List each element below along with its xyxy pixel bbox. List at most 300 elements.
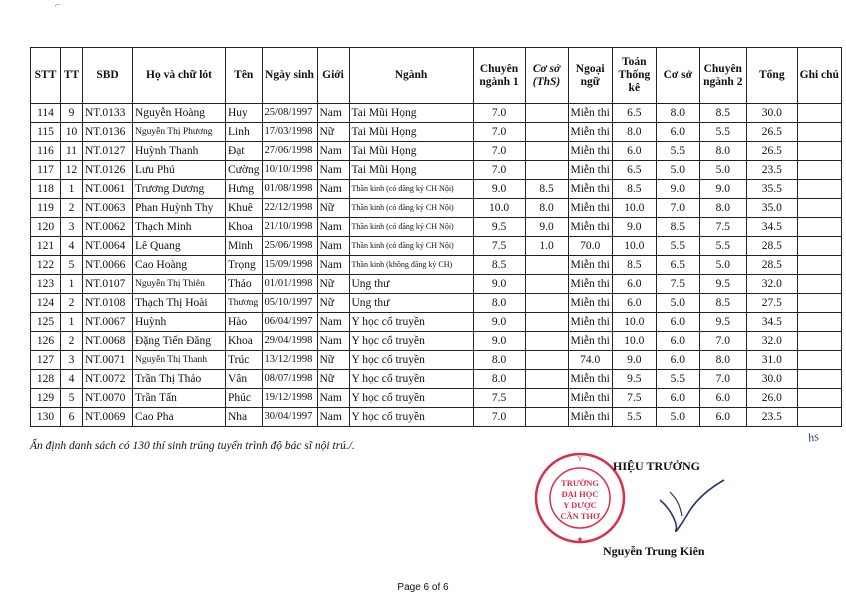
- cell-tt: 2: [61, 294, 83, 313]
- cell-ho: Nguyễn Thị Thanh: [133, 351, 226, 370]
- cell-ngay: 10/10/1998: [262, 161, 317, 180]
- cell-tong: 28.5: [746, 237, 797, 256]
- cell-stt: 115: [31, 123, 61, 142]
- cell-ten: Cường: [226, 161, 263, 180]
- cell-coso: 6.5: [656, 256, 699, 275]
- col-ho: Họ và chữ lót: [133, 48, 226, 104]
- cell-cn2: 5.5: [699, 237, 746, 256]
- cell-gioi: Nữ: [317, 275, 349, 294]
- cell-tong: 30.0: [746, 104, 797, 123]
- svg-text:ĐẠI HỌC: ĐẠI HỌC: [561, 489, 599, 499]
- table-row: [31, 332, 842, 351]
- cell-toan: 6.0: [612, 294, 656, 313]
- cell-ths: [525, 408, 568, 427]
- cell-nganh: Tai Mũi Họng: [349, 161, 473, 180]
- cell-nganh: Y học cổ truyền: [349, 370, 473, 389]
- cell-nn: Miễn thi: [568, 256, 612, 275]
- cell-gioi: Nữ: [317, 351, 349, 370]
- cell-ghichu: [797, 256, 841, 275]
- cell-ho: Cao Pha: [133, 408, 226, 427]
- scan-mark: ⌐: [55, 0, 61, 11]
- cell-sbd: NT.0069: [83, 408, 133, 427]
- svg-text:Y: Y: [577, 455, 583, 463]
- cell-ths: [525, 104, 568, 123]
- cell-ten: Phúc: [226, 389, 263, 408]
- cell-gioi: Nam: [317, 104, 349, 123]
- cell-toan: 8.5: [612, 180, 656, 199]
- cell-ths: [525, 370, 568, 389]
- cell-ten: Thảo: [226, 275, 263, 294]
- cell-cn1: 8.0: [473, 370, 525, 389]
- cell-coso: 5.0: [656, 294, 699, 313]
- cell-gioi: Nam: [317, 313, 349, 332]
- cell-stt: 128: [31, 370, 61, 389]
- cell-cn1: 7.0: [473, 408, 525, 427]
- col-coso-ths: Cơ sở (ThS): [525, 48, 568, 104]
- cell-ths: [525, 351, 568, 370]
- cell-cn2: 7.5: [699, 218, 746, 237]
- cell-coso: 6.0: [656, 389, 699, 408]
- cell-nn: 74.0: [568, 351, 612, 370]
- cell-ngay: 30/04/1997: [262, 408, 317, 427]
- cell-cn1: 8.0: [473, 294, 525, 313]
- table-body: [31, 104, 842, 427]
- cell-nn: Miễn thi: [568, 370, 612, 389]
- cell-sbd: NT.0108: [83, 294, 133, 313]
- cell-ten: Trọng: [226, 256, 263, 275]
- cell-nn: 70.0: [568, 237, 612, 256]
- cell-cn1: 9.5: [473, 218, 525, 237]
- cell-toan: 8.5: [612, 256, 656, 275]
- cell-toan: 6.0: [612, 142, 656, 161]
- cell-ghichu: [797, 275, 841, 294]
- cell-tong: 23.5: [746, 161, 797, 180]
- cell-sbd: NT.0067: [83, 313, 133, 332]
- cell-ths: 8.0: [525, 199, 568, 218]
- cell-nganh: Thần kinh (có đăng ký CH Nội): [349, 180, 473, 199]
- cell-coso: 6.0: [656, 313, 699, 332]
- cell-coso: 8.5: [656, 218, 699, 237]
- cell-ghichu: [797, 332, 841, 351]
- table-row: [31, 142, 842, 161]
- cell-ho: Nguyễn Thị Thiên: [133, 275, 226, 294]
- cell-ho: Trương Dương: [133, 180, 226, 199]
- cell-tong: 35.5: [746, 180, 797, 199]
- cell-ths: 9.0: [525, 218, 568, 237]
- col-toan: Toán Thống kê: [612, 48, 656, 104]
- cell-gioi: Nam: [317, 161, 349, 180]
- approval-note: Ấn định danh sách có 130 thí sinh trúng tuyển trình độ bác sĩ nội trú./.: [30, 440, 355, 452]
- cell-ghichu: [797, 389, 841, 408]
- cell-nn: Miễn thi: [568, 142, 612, 161]
- cell-cn1: 9.0: [473, 332, 525, 351]
- cell-tong: 28.5: [746, 256, 797, 275]
- cell-gioi: Nam: [317, 142, 349, 161]
- cell-sbd: NT.0070: [83, 389, 133, 408]
- cell-toan: 8.0: [612, 123, 656, 142]
- cell-ghichu: [797, 351, 841, 370]
- cell-sbd: NT.0136: [83, 123, 133, 142]
- svg-text:TRƯỜNG: TRƯỜNG: [561, 478, 599, 488]
- cell-sbd: NT.0127: [83, 142, 133, 161]
- table-row: [31, 275, 842, 294]
- cell-tong: 34.5: [746, 218, 797, 237]
- cell-stt: 122: [31, 256, 61, 275]
- cell-ngay: 27/06/1998: [262, 142, 317, 161]
- cell-nn: Miễn thi: [568, 123, 612, 142]
- cell-cn1: 7.5: [473, 389, 525, 408]
- cell-toan: 10.0: [612, 199, 656, 218]
- cell-stt: 116: [31, 142, 61, 161]
- cell-sbd: NT.0072: [83, 370, 133, 389]
- cell-nganh: Y học cổ truyền: [349, 313, 473, 332]
- cell-gioi: Nam: [317, 256, 349, 275]
- cell-tt: 4: [61, 237, 83, 256]
- cell-cn2: 9.5: [699, 275, 746, 294]
- table-row: [31, 218, 842, 237]
- cell-tong: 26.5: [746, 123, 797, 142]
- cell-ghichu: [797, 142, 841, 161]
- cell-gioi: Nữ: [317, 370, 349, 389]
- cell-coso: 6.0: [656, 332, 699, 351]
- cell-nganh: Thần kinh (không đăng ký CH): [349, 256, 473, 275]
- cell-toan: 9.0: [612, 218, 656, 237]
- cell-cn2: 9.5: [699, 313, 746, 332]
- col-sbd: SBD: [83, 48, 133, 104]
- cell-ngay: 13/12/1998: [262, 351, 317, 370]
- cell-tong: 34.5: [746, 313, 797, 332]
- cell-stt: 130: [31, 408, 61, 427]
- cell-ten: Huy: [226, 104, 263, 123]
- cell-nn: Miễn thi: [568, 104, 612, 123]
- cell-ten: Hưng: [226, 180, 263, 199]
- cell-ths: [525, 123, 568, 142]
- cell-ghichu: [797, 123, 841, 142]
- cell-coso: 9.0: [656, 180, 699, 199]
- cell-ho: Huỳnh Thanh: [133, 142, 226, 161]
- cell-ghichu: [797, 294, 841, 313]
- cell-tt: 1: [61, 313, 83, 332]
- cell-tong: 32.0: [746, 332, 797, 351]
- cell-coso: 7.5: [656, 275, 699, 294]
- cell-ten: Khoa: [226, 218, 263, 237]
- cell-cn2: 8.0: [699, 351, 746, 370]
- cell-gioi: Nam: [317, 389, 349, 408]
- cell-tt: 4: [61, 370, 83, 389]
- cell-toan: 5.5: [612, 408, 656, 427]
- cell-ths: [525, 313, 568, 332]
- cell-cn1: 7.0: [473, 161, 525, 180]
- cell-cn1: 9.0: [473, 275, 525, 294]
- cell-ths: [525, 142, 568, 161]
- cell-stt: 119: [31, 199, 61, 218]
- cell-ten: Khuê: [226, 199, 263, 218]
- cell-nn: Miễn thi: [568, 218, 612, 237]
- cell-toan: 9.0: [612, 351, 656, 370]
- cell-stt: 125: [31, 313, 61, 332]
- cell-stt: 117: [31, 161, 61, 180]
- cell-tt: 11: [61, 142, 83, 161]
- cell-nganh: Thần kinh (có đăng ký CH Nội): [349, 237, 473, 256]
- cell-ho: Nguyễn Hoàng: [133, 104, 226, 123]
- cell-sbd: NT.0066: [83, 256, 133, 275]
- cell-sbd: NT.0068: [83, 332, 133, 351]
- col-gioi: Giới: [317, 48, 349, 104]
- cell-coso: 5.5: [656, 370, 699, 389]
- cell-tt: 10: [61, 123, 83, 142]
- cell-tong: 27.5: [746, 294, 797, 313]
- cell-cn1: 10.0: [473, 199, 525, 218]
- cell-tong: 35.0: [746, 199, 797, 218]
- cell-tong: 26.5: [746, 142, 797, 161]
- cell-ths: [525, 332, 568, 351]
- cell-tong: 23.5: [746, 408, 797, 427]
- cell-nn: Miễn thi: [568, 332, 612, 351]
- svg-text:★: ★: [576, 535, 584, 544]
- table-row: [31, 370, 842, 389]
- cell-ngay: 01/08/1998: [262, 180, 317, 199]
- cell-ho: Huỳnh: [133, 313, 226, 332]
- table-row: [31, 123, 842, 142]
- cell-ngay: 19/12/1998: [262, 389, 317, 408]
- cell-cn2: 7.0: [699, 370, 746, 389]
- cell-coso: 6.0: [656, 351, 699, 370]
- cell-nn: Miễn thi: [568, 294, 612, 313]
- cell-cn2: 5.0: [699, 256, 746, 275]
- cell-ten: Nha: [226, 408, 263, 427]
- cell-ho: Trần Thị Thảo: [133, 370, 226, 389]
- cell-sbd: NT.0107: [83, 275, 133, 294]
- cell-ho: Trần Tấn: [133, 389, 226, 408]
- cell-ghichu: [797, 161, 841, 180]
- table-row: [31, 351, 842, 370]
- cell-stt: 129: [31, 389, 61, 408]
- cell-ngay: 29/04/1998: [262, 332, 317, 351]
- cell-gioi: Nữ: [317, 199, 349, 218]
- cell-nn: Miễn thi: [568, 389, 612, 408]
- cell-ths: [525, 389, 568, 408]
- cell-ngay: 25/08/1997: [262, 104, 317, 123]
- cell-gioi: Nam: [317, 237, 349, 256]
- cell-ten: Thương: [226, 294, 263, 313]
- cell-gioi: Nam: [317, 332, 349, 351]
- cell-cn1: 8.5: [473, 256, 525, 275]
- cell-sbd: NT.0064: [83, 237, 133, 256]
- cell-ths: 1.0: [525, 237, 568, 256]
- svg-text:CẦN THƠ: CẦN THƠ: [560, 511, 600, 521]
- cell-ten: Vân: [226, 370, 263, 389]
- cell-nn: Miễn thi: [568, 408, 612, 427]
- cell-nganh: Y học cổ truyền: [349, 408, 473, 427]
- cell-ghichu: [797, 104, 841, 123]
- cell-tt: 3: [61, 351, 83, 370]
- signer-title: HIỆU TRƯỞNG: [613, 459, 701, 473]
- table-row: [31, 294, 842, 313]
- cell-nganh: Thần kinh (có đăng ký CH Nội): [349, 218, 473, 237]
- cell-ho: Nguyễn Thị Phương: [133, 123, 226, 142]
- cell-ths: [525, 161, 568, 180]
- cell-cn1: 7.0: [473, 104, 525, 123]
- cell-cn1: 7.0: [473, 142, 525, 161]
- cell-cn2: 8.0: [699, 142, 746, 161]
- cell-ho: Phan Huỳnh Thy: [133, 199, 226, 218]
- cell-ten: Hào: [226, 313, 263, 332]
- col-cn1: Chuyên ngành 1: [473, 48, 525, 104]
- cell-sbd: NT.0062: [83, 218, 133, 237]
- cell-nganh: Tai Mũi Họng: [349, 123, 473, 142]
- cell-ho: Thạch Thị Hoài: [133, 294, 226, 313]
- cell-tt: 1: [61, 275, 83, 294]
- cell-coso: 5.5: [656, 142, 699, 161]
- cell-coso: 5.5: [656, 237, 699, 256]
- cell-ho: Cao Hoàng: [133, 256, 226, 275]
- cell-ngay: 17/03/1998: [262, 123, 317, 142]
- cell-ghichu: [797, 199, 841, 218]
- cell-ghichu: [797, 237, 841, 256]
- cell-toan: 10.0: [612, 313, 656, 332]
- cell-nganh: Tai Mũi Họng: [349, 104, 473, 123]
- cell-nganh: Y học cổ truyền: [349, 332, 473, 351]
- cell-ngay: 06/04/1997: [262, 313, 317, 332]
- cell-ths: [525, 275, 568, 294]
- cell-stt: 124: [31, 294, 61, 313]
- cell-cn2: 7.0: [699, 332, 746, 351]
- cell-tong: 32.0: [746, 275, 797, 294]
- col-tong: Tổng: [746, 48, 797, 104]
- cell-coso: 8.0: [656, 104, 699, 123]
- cell-nn: Miễn thi: [568, 199, 612, 218]
- cell-sbd: NT.0133: [83, 104, 133, 123]
- col-ten: Tên: [226, 48, 263, 104]
- cell-ghichu: [797, 370, 841, 389]
- cell-stt: 114: [31, 104, 61, 123]
- signer-name: Nguyễn Trung Kiên: [603, 544, 705, 558]
- cell-tong: 31.0: [746, 351, 797, 370]
- cell-ghichu: [797, 180, 841, 199]
- cell-cn1: 7.5: [473, 237, 525, 256]
- col-stt: STT: [31, 48, 61, 104]
- cell-cn2: 8.0: [699, 199, 746, 218]
- cell-nganh: Y học cổ truyền: [349, 351, 473, 370]
- cell-coso: 7.0: [656, 199, 699, 218]
- cell-gioi: Nam: [317, 180, 349, 199]
- table-row: [31, 180, 842, 199]
- cell-ho: Lê Quang: [133, 237, 226, 256]
- cell-ten: Khoa: [226, 332, 263, 351]
- cell-gioi: Nữ: [317, 294, 349, 313]
- cell-ten: Đạt: [226, 142, 263, 161]
- cell-nganh: Ung thư: [349, 275, 473, 294]
- cell-cn2: 8.5: [699, 104, 746, 123]
- cell-toan: 6.5: [612, 104, 656, 123]
- table-row: [31, 161, 842, 180]
- cell-nn: Miễn thi: [568, 275, 612, 294]
- cell-stt: 126: [31, 332, 61, 351]
- table-row: [31, 313, 842, 332]
- cell-ngay: 08/07/1998: [262, 370, 317, 389]
- cell-nganh: Y học cổ truyền: [349, 389, 473, 408]
- col-ghichu: Ghi chú: [797, 48, 841, 104]
- cell-toan: 10.0: [612, 237, 656, 256]
- cell-toan: 6.0: [612, 275, 656, 294]
- cell-ghichu: [797, 313, 841, 332]
- cell-ths: [525, 294, 568, 313]
- col-ngay-sinh: Ngày sinh: [262, 48, 317, 104]
- cell-gioi: Nữ: [317, 123, 349, 142]
- cell-coso: 5.0: [656, 161, 699, 180]
- cell-ghichu: [797, 218, 841, 237]
- cell-tt: 5: [61, 389, 83, 408]
- cell-stt: 118: [31, 180, 61, 199]
- cell-cn2: 6.0: [699, 408, 746, 427]
- cell-ngay: 25/06/1998: [262, 237, 317, 256]
- cell-cn1: 9.0: [473, 180, 525, 199]
- table-row: [31, 408, 842, 427]
- cell-nganh: Thần kinh (có đăng ký CH Nội): [349, 199, 473, 218]
- cell-cn2: 6.0: [699, 389, 746, 408]
- svg-text:Y DƯỢC: Y DƯỢC: [563, 500, 597, 510]
- cell-ghichu: [797, 408, 841, 427]
- cell-cn2: 5.0: [699, 161, 746, 180]
- cell-ten: Linh: [226, 123, 263, 142]
- cell-cn1: 8.0: [473, 351, 525, 370]
- cell-tt: 6: [61, 408, 83, 427]
- table-row: [31, 389, 842, 408]
- cell-tt: 1: [61, 180, 83, 199]
- header-row: [31, 48, 842, 104]
- cell-cn1: 7.0: [473, 123, 525, 142]
- cell-tt: 9: [61, 104, 83, 123]
- cell-toan: 9.5: [612, 370, 656, 389]
- cell-cn1: 9.0: [473, 313, 525, 332]
- cell-sbd: NT.0126: [83, 161, 133, 180]
- cell-tt: 12: [61, 161, 83, 180]
- cell-ho: Đặng Tiến Đăng: [133, 332, 226, 351]
- cell-coso: 5.0: [656, 408, 699, 427]
- cell-stt: 127: [31, 351, 61, 370]
- cell-nganh: Tai Mũi Họng: [349, 142, 473, 161]
- cell-ten: Trúc: [226, 351, 263, 370]
- admission-results-table: [30, 47, 842, 427]
- cell-nganh: Ung thư: [349, 294, 473, 313]
- table-row: [31, 199, 842, 218]
- cell-ngay: 21/10/1998: [262, 218, 317, 237]
- cell-stt: 120: [31, 218, 61, 237]
- col-coso: Cơ sở: [656, 48, 699, 104]
- cell-tong: 26.0: [746, 389, 797, 408]
- cell-stt: 123: [31, 275, 61, 294]
- cell-tong: 30.0: [746, 370, 797, 389]
- cell-ngay: 22/12/1998: [262, 199, 317, 218]
- cell-ngay: 05/10/1997: [262, 294, 317, 313]
- signature: [650, 470, 730, 540]
- cell-sbd: NT.0061: [83, 180, 133, 199]
- cell-gioi: Nam: [317, 408, 349, 427]
- cell-toan: 10.0: [612, 332, 656, 351]
- cell-gioi: Nam: [317, 218, 349, 237]
- table-row: [31, 237, 842, 256]
- col-cn2: Chuyên ngành 2: [699, 48, 746, 104]
- cell-ths: [525, 256, 568, 275]
- cell-ngay: 01/01/1998: [262, 275, 317, 294]
- cell-tt: 3: [61, 218, 83, 237]
- table-row: [31, 104, 842, 123]
- cell-toan: 7.5: [612, 389, 656, 408]
- col-nganh: Ngành: [349, 48, 473, 104]
- cell-ho: Thạch Minh: [133, 218, 226, 237]
- col-ngoai-ngu: Ngoại ngữ: [568, 48, 612, 104]
- cell-tt: 2: [61, 332, 83, 351]
